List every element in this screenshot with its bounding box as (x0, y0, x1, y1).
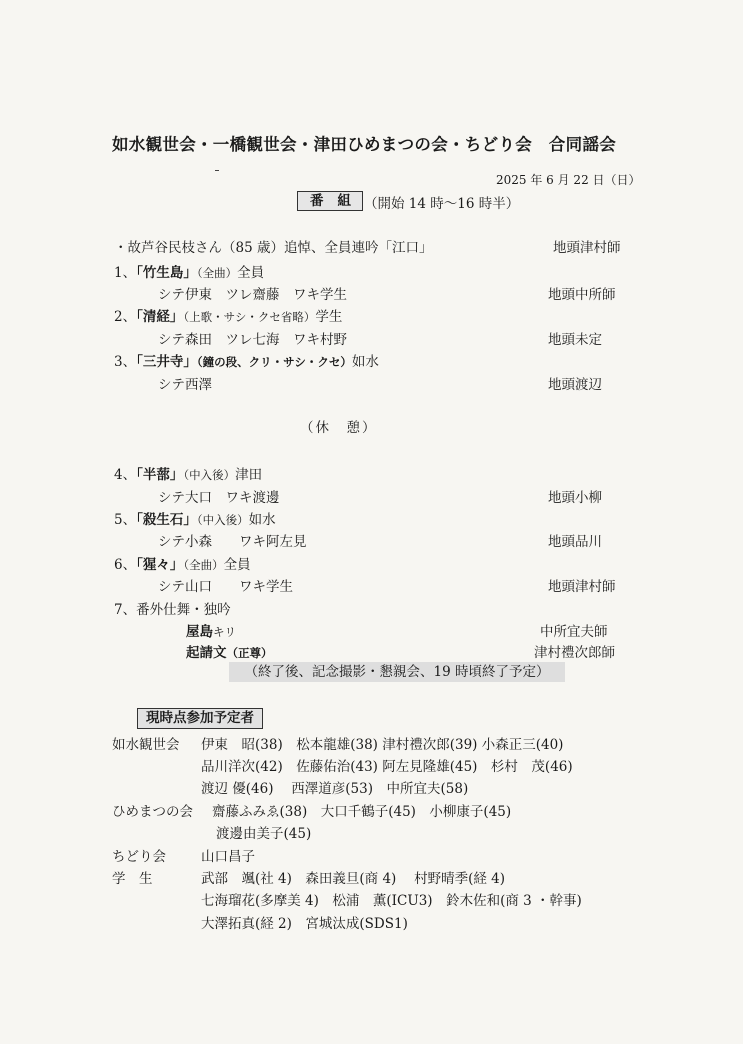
group-josui-line-3: 渡辺 優(46) 西澤道彦(53) 中所宜夫(58) (201, 781, 469, 797)
intermission: （休 憩） (300, 420, 378, 436)
group-students-line-1: 武部 颯(社 4) 森田義旦(商 4) 村野晴季(経 4) (201, 871, 506, 887)
program-item-1-cast: シテ伊東 ツレ齋藤 ワキ学生 (158, 287, 347, 303)
group-chidori-line-1: 山口昌子 (201, 849, 255, 865)
group-name-students: 学 生 (112, 871, 153, 887)
item-piece: 「竹生島」 (136, 265, 197, 281)
item-number: 4、 (114, 467, 137, 483)
program-item-1-header (114, 261, 264, 281)
memorial-text: ・故芦谷民枝さん（85 歳）追悼、全員連吟「江口」 (114, 240, 433, 256)
memorial-jigashira: 地頭津村師 (553, 240, 621, 256)
program-item-6-header (114, 553, 251, 573)
bangai-suffix: （正尊） (226, 646, 273, 660)
item-number: 1、 (114, 265, 137, 281)
program-item-6-jigashira: 地頭津村師 (548, 579, 616, 595)
item-note: （中入後） (183, 468, 236, 482)
group-name-josui: 如水観世会 (112, 737, 180, 753)
program-item-4-jigashira: 地頭小柳 (548, 490, 602, 506)
item-note: （中入後） (196, 513, 249, 527)
item-group: 津田 (235, 467, 263, 483)
participants-heading: 現時点参加予定者 (137, 708, 263, 729)
program-item-5-jigashira: 地頭品川 (548, 534, 602, 550)
start-time: （開始 14 時〜16 時半） (364, 196, 520, 212)
program-item-3-cast: シテ西澤 (158, 377, 212, 393)
item-piece: 「殺生石」 (136, 512, 197, 528)
program-item-4-header (114, 463, 262, 483)
item-note: （上歌・サシ・クセ省略） (183, 310, 316, 324)
stray-mark (215, 170, 219, 171)
bangumi-label: 番組 (297, 191, 363, 211)
program-item-6-cast: シテ山口 ワキ学生 (158, 579, 293, 595)
item-number: 6、 (114, 557, 137, 573)
item-piece: 「猩々」 (136, 557, 184, 573)
item-group: 学生 (315, 309, 343, 325)
item-number: 3、 (114, 354, 137, 370)
program-item-2-cast: シテ森田 ツレ七海 ワキ村野 (158, 332, 347, 348)
program-item-5-cast: シテ小森 ワキ阿左見 (158, 534, 307, 550)
group-name-himematsu: ひめまつの会 (112, 804, 193, 820)
bangai-header: 7、番外仕舞・独吟 (114, 602, 231, 618)
program-item-1-jigashira: 地頭中所師 (548, 287, 616, 303)
item-group: 如水 (351, 354, 379, 370)
item-piece: 「三井寺」 (136, 354, 197, 370)
program-item-2-jigashira: 地頭未定 (548, 332, 602, 348)
bangai-entry-1 (186, 620, 236, 640)
page-title: 如水観世会・一橋観世会・津田ひめまつの会・ちどり会 合同謡会 (112, 135, 616, 154)
group-josui-line-1: 伊東 昭(38) 松本龍雄(38) 津村禮次郎(39) 小森正三(40) (201, 737, 564, 753)
after-event-note: （終了後、記念撮影・懇親会、19 時頃終了予定） (229, 662, 565, 682)
program-item-3-header (114, 350, 379, 370)
item-note: （鐘の段、クリ・サシ・クセ） (196, 355, 352, 369)
bangai-performer-2: 津村禮次郎師 (534, 645, 615, 661)
group-himematsu-line-2: 渡邊由美子(45) (216, 826, 312, 842)
group-himematsu-line-1: 齋藤ふみゑ(38) 大口千鶴子(45) 小柳康子(45) (212, 804, 512, 820)
item-group: 全員 (223, 557, 251, 573)
item-number: 5、 (114, 512, 137, 528)
item-group: 全員 (237, 265, 265, 281)
group-students-line-2: 七海瑠花(多摩美 4) 松浦 薫(ICU3) 鈴木佐和(商 3 ・幹事) (201, 893, 582, 909)
item-group: 如水 (248, 512, 276, 528)
program-item-2-header (114, 305, 342, 325)
group-josui-line-2: 品川洋次(42) 佐藤佑治(43) 阿左見隆雄(45) 杉村 茂(46) (201, 759, 573, 775)
bangai-entry-2 (186, 641, 273, 661)
group-students-line-3: 大澤拓真(経 2) 宮城汰成(SDS1) (201, 916, 408, 932)
program-item-4-cast: シテ大口 ワキ渡邊 (158, 490, 280, 506)
bangai-performer-1: 中所宜夫師 (540, 624, 608, 640)
bangai-piece: 屋島 (186, 624, 213, 640)
group-name-chidori: ちどり会 (112, 849, 166, 865)
program-item-5-header (114, 508, 276, 528)
bangai-suffix: キリ (213, 625, 236, 639)
item-piece: 「清経」 (136, 309, 184, 325)
program-item-3-jigashira: 地頭渡辺 (548, 377, 602, 393)
bangai-piece: 起請文 (186, 645, 227, 661)
item-note: （全曲） (196, 266, 238, 280)
event-date: 2025 年 6 月 22 日（日） (496, 173, 641, 187)
item-number: 2、 (114, 309, 137, 325)
item-piece: 「半蔀」 (136, 467, 184, 483)
item-note: （全曲） (183, 558, 224, 572)
